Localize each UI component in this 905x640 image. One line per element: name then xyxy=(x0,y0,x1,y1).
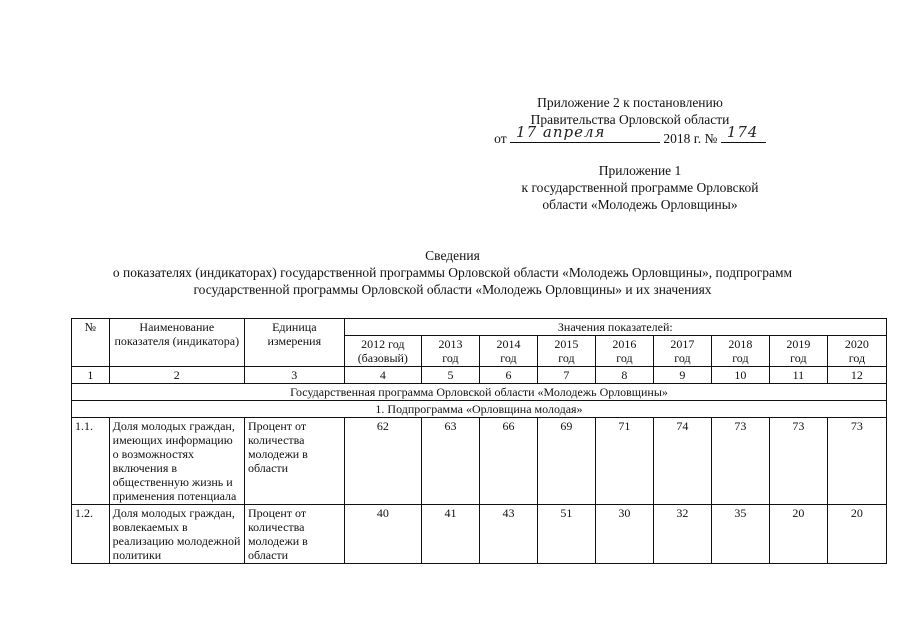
header-year-sub: год xyxy=(442,351,459,365)
header-year-sub: год xyxy=(732,351,749,365)
handwritten-number: 174 xyxy=(726,123,759,141)
indicator-unit: Процент от количества молодежи в области xyxy=(244,418,344,505)
indicators-table xyxy=(71,318,887,564)
header-year-value: 2017 xyxy=(670,337,695,351)
document-title xyxy=(0,247,905,298)
header-year-value: 2015 xyxy=(554,337,579,351)
number-field xyxy=(721,123,766,143)
header-year-value: 2018 xyxy=(728,337,753,351)
appendix-2-line1: Приложение 2 к постановлению xyxy=(537,95,723,110)
header-year-4 xyxy=(595,336,653,367)
appendix-1-line1: Приложение 1 xyxy=(598,163,682,178)
indicator-value: 73 xyxy=(711,418,769,505)
data-rows xyxy=(72,418,887,564)
indicator-value: 32 xyxy=(653,505,711,564)
column-number: 5 xyxy=(421,367,479,384)
indicator-value: 41 xyxy=(421,505,479,564)
header-year-5 xyxy=(653,336,711,367)
title-line1: Сведения xyxy=(425,248,480,263)
header-year-sub: год xyxy=(558,351,575,365)
indicator-value: 35 xyxy=(711,505,769,564)
indicator-value: 43 xyxy=(479,505,537,564)
header-year-3 xyxy=(537,336,595,367)
header-year-8 xyxy=(827,336,886,367)
header-year-sub: год xyxy=(616,351,633,365)
indicator-value: 40 xyxy=(344,505,421,564)
indicator-name: Доля молодых граждан, вовлекаемых в реализацию молодежной политики xyxy=(109,505,244,564)
appendix-1-line2: к государственной программе Орловской xyxy=(521,180,759,195)
row-number: 1.1. xyxy=(72,418,110,505)
indicator-value: 30 xyxy=(595,505,653,564)
column-number: 3 xyxy=(244,367,344,384)
indicator-value: 51 xyxy=(537,505,595,564)
indicator-value: 20 xyxy=(769,505,827,564)
title-line2: о показателях (индикаторах) государственной программы Орловской области «Молодежь Орловщины», подпрограмм xyxy=(112,265,793,280)
indicator-value: 62 xyxy=(344,418,421,505)
indicator-name: Доля молодых граждан, имеющих информацию о возможностях включения в общественную жизнь и применения потенциала xyxy=(109,418,244,505)
header-name: Наименование показателя (индикатора) xyxy=(109,319,244,367)
column-number: 7 xyxy=(537,367,595,384)
header-year-value: 2019 xyxy=(786,337,811,351)
section-program: Государственная программа Орловской области «Молодежь Орловщины» xyxy=(72,384,887,401)
header-num: № xyxy=(72,319,110,367)
header-year-7 xyxy=(769,336,827,367)
column-number: 2 xyxy=(109,367,244,384)
indicator-value: 71 xyxy=(595,418,653,505)
header-year-sub: год xyxy=(848,351,866,365)
column-number: 11 xyxy=(769,367,827,384)
header-year-1 xyxy=(421,336,479,367)
column-number: 4 xyxy=(344,367,421,384)
header-unit: Единица измерения xyxy=(244,319,344,367)
appendix-1-line3: области «Молодежь Орловщины» xyxy=(542,197,738,212)
indicator-value: 20 xyxy=(827,505,886,564)
header-row-1 xyxy=(72,319,887,336)
column-number: 9 xyxy=(653,367,711,384)
indicator-value: 73 xyxy=(827,418,886,505)
header-year-sub: год xyxy=(674,351,691,365)
column-number: 1 xyxy=(72,367,110,384)
section-subprogram: 1. Подпрограмма «Орловщина молодая» xyxy=(72,401,887,418)
header-year-sub: год xyxy=(500,351,517,365)
from-prefix: от xyxy=(494,131,507,146)
row-number: 1.2. xyxy=(72,505,110,564)
header-year-value: 2013 xyxy=(438,337,463,351)
header-year-0 xyxy=(344,336,421,367)
indicator-value: 73 xyxy=(769,418,827,505)
header-values-group: Значения показателей: xyxy=(344,319,886,336)
header-year-sub: год xyxy=(790,351,807,365)
header-year-2 xyxy=(479,336,537,367)
column-numbers-row xyxy=(72,367,887,384)
column-number: 12 xyxy=(827,367,886,384)
header-year-value: 2016 xyxy=(612,337,637,351)
header-year-sub: (базовый) xyxy=(357,351,408,365)
handwritten-date: 17 апреля xyxy=(516,123,606,141)
table-row xyxy=(72,418,887,505)
indicator-value: 69 xyxy=(537,418,595,505)
indicator-value: 74 xyxy=(653,418,711,505)
appendix-2-line2: Правительства Орловской области xyxy=(530,112,730,127)
column-number: 8 xyxy=(595,367,653,384)
section-subprogram-row xyxy=(72,401,887,418)
title-line3: государственной программы Орловской области «Молодежь Орловщины» и их значениях xyxy=(193,282,712,297)
appendix-2-header xyxy=(370,94,890,147)
table-row xyxy=(72,505,887,564)
header-year-value: 2020 xyxy=(844,337,869,351)
indicator-value: 66 xyxy=(479,418,537,505)
year-number-label: 2018 г. № xyxy=(663,131,718,146)
resolution-date-line xyxy=(494,123,766,147)
section-program-row xyxy=(72,384,887,401)
date-field xyxy=(510,123,660,143)
column-number: 6 xyxy=(479,367,537,384)
header-year-6 xyxy=(711,336,769,367)
header-year-value: 2014 xyxy=(496,337,521,351)
header-year-value: 2012 год xyxy=(361,337,405,351)
indicator-unit: Процент от количества молодежи в области xyxy=(244,505,344,564)
indicator-value: 63 xyxy=(421,418,479,505)
column-number: 10 xyxy=(711,367,769,384)
appendix-1-header xyxy=(440,162,840,213)
